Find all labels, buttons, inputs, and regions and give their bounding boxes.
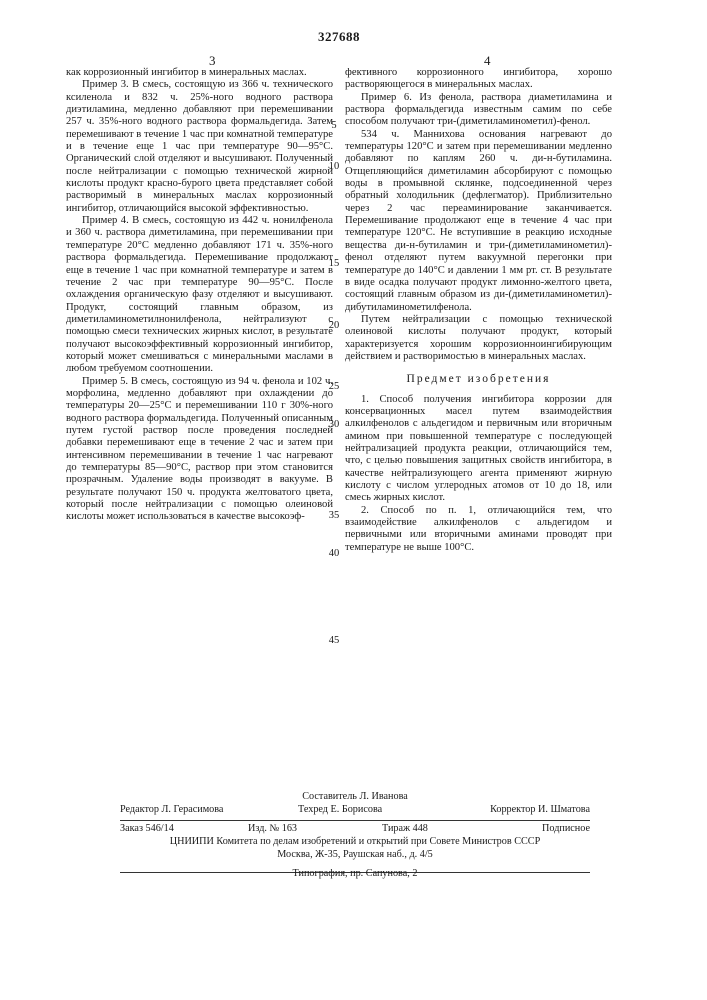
example-3: Пример 3. В смесь, состоящую из 366 ч. технического ксиленола и 832 ч. 25%-ного водного раствора диэтиламина, медленно добавляют при перемешивании 257 ч. 35%-ного водного раствора формальдегида. Затем перемешивают в течение 1 час при комнатной температуре и в течение еще 1 час при температуре 90—95°C. Органический слой отделяют и высушивают. Полученный после нейтрализации с помощью технической жирной кислоты продукт красно-бурого цвета представляет собой растворимый в минеральных маслах коррозионный ингибитор, отличающийся высокой эффективностью. [66,79,333,215]
claims-title: Предмет изобретения [345,373,612,385]
example-6: Пример 6. Из фенола, раствора диаметиламина и раствора формальдегида известным самим по себе способом получают три-(диметиламинометил)-фенол. [345,92,612,129]
order-line [120,823,590,836]
editor: Редактор Л. Герасимова [120,804,223,816]
line-number: 35 [324,510,344,521]
line-number: 20 [324,320,344,331]
paragraph-neutralization: Путем нейтрализации с помощью технической олеиновой кислоты получают продукт, который характеризуется хорошим коррозионноингибирующим действием и растворимостью в минеральных маслах. [345,314,612,363]
left-column-number: 3 [209,53,216,69]
print-run: Тираж 448 [382,823,428,835]
address-line [120,849,590,862]
compiler: Составитель Л. Иванова [120,791,590,803]
right-column-number: 4 [484,53,491,69]
corrector: Корректор И. Шматова [490,804,590,816]
compiler-line [120,791,590,804]
line-number: 40 [324,548,344,559]
divider [120,820,590,821]
institute: ЦНИИПИ Комитета по делам изобретений и открытий при Совете Министров СССР [120,836,590,848]
credits-line [120,804,590,817]
paragraph-continuation: фективного коррозионного ингибитора, хорошо растворяющегося в минеральных маслах. [345,67,612,92]
patent-page [0,0,707,1000]
example-5: Пример 5. В смесь, состоящую из 94 ч. фенола и 102 ч. морфолина, медленно добавляют при охлаждении до температуры 20—25°C и перемешивании 110 г 30%-ного водного раствора формальдегида. Полученный описанным путем густой раствор после проведения последней добавки перемешивают еще в течение 2 час и затем при интенсивном перемешивании в течение 1 час нагревают до температуры 85—90°C, раствор при этом становится прозрачным. Удаление воды производят в вакууме. В результате получают 150 ч. продукта желтоватого цвета, который после нейтрализации с помощью олеиновой кислоты может использоваться в качестве высокоэф- [66,376,333,524]
address: Москва, Ж-35, Раушская наб., д. 4/5 [120,849,590,861]
line-number: 30 [324,419,344,430]
line-number: 15 [324,258,344,269]
right-column [345,67,612,554]
techred: Техред Е. Борисова [298,804,382,816]
patent-number: 327688 [318,29,360,45]
line-number: 5 [324,120,344,131]
printing-line [120,868,590,881]
paragraph-mannich: 534 ч. Манниховa основания нагревают до температуры 120°C и затем при перемешивании медленно добавляют по каплям 260 ч. ди-н-бутиламина. Отщепляющийся диметиламин абсорбируют с помощью воды в промывной склянке, подсоединенной через обратный холодильник (дефлегматор). Приблизительно через 2 час переаминирование заканчивается. Перемешивание продолжают еще в течение 4 час при температуре 120°C. Не вступившие в реакцию исходные вещества ди-н-бутиламин и три-(диметиламинометил)-фенол отделяют путем вакуумной перегонки при температуре до 140°C и давлении 1 мм рт. ст. В результате в виде осадка получают продукт лимонно-желтого цвета, состоящий главным образом из ди-(диметиламинометил)-дибутиламинометилфенола. [345,129,612,314]
left-column [66,67,333,524]
imprint-footer [120,791,590,881]
institute-line [120,836,590,849]
order: Заказ 546/14 [120,823,174,835]
paragraph-continuation: как коррозионный ингибитор в минеральных маслах. [66,67,333,79]
claim-1: 1. Способ получения ингибитора коррозии для консервационных масел путем взаимодействия алкилфенолов с альдегидом и первичным или вторичным амином при повышенной температуре с последующей нейтрализацией продукта реакции, отличающийся тем, что, с целью повышения защитных свойств ингибитора, в качестве нейтрализующего агента применяют жирную кислоту с числом углеродных атомов от 10 до 18, или смесь жирных кислот. [345,394,612,505]
claim-2: 2. Способ по п. 1, отличающийся тем, что взаимодействие алкилфенолов с альдегидом и первичными или вторичными аминами проводят при температуре не выше 100°C. [345,505,612,554]
subscription: Подписное [542,823,590,835]
example-4: Пример 4. В смесь, состоящую из 442 ч. нонилфенола и 360 ч. раствора диметиламина, при перемешивании при температуре 20°C медленно добавляют 171 ч. 35%-ного раствора формальдегида. Перемешивание продолжают еще в течение 1 час при комнатной температуре и затем в течение 2 час при температуре 90—95°C. После охлаждения органическую фазу отделяют и высушивают. Продукт, состоящий главным образом, из диметиламинометилнонилфенола, нейтрализуют с помощью смеси технических жирных кислот, в результате получают высокоэффективный коррозионный ингибитор, который может смешиваться с минеральными маслами в любом требуемом соотношении. [66,215,333,375]
line-number: 45 [324,635,344,646]
line-number: 10 [324,161,344,172]
edition: Изд. № 163 [248,823,297,835]
printing: Типография, пр. Сапунова, 2 [120,868,590,880]
line-number: 25 [324,381,344,392]
